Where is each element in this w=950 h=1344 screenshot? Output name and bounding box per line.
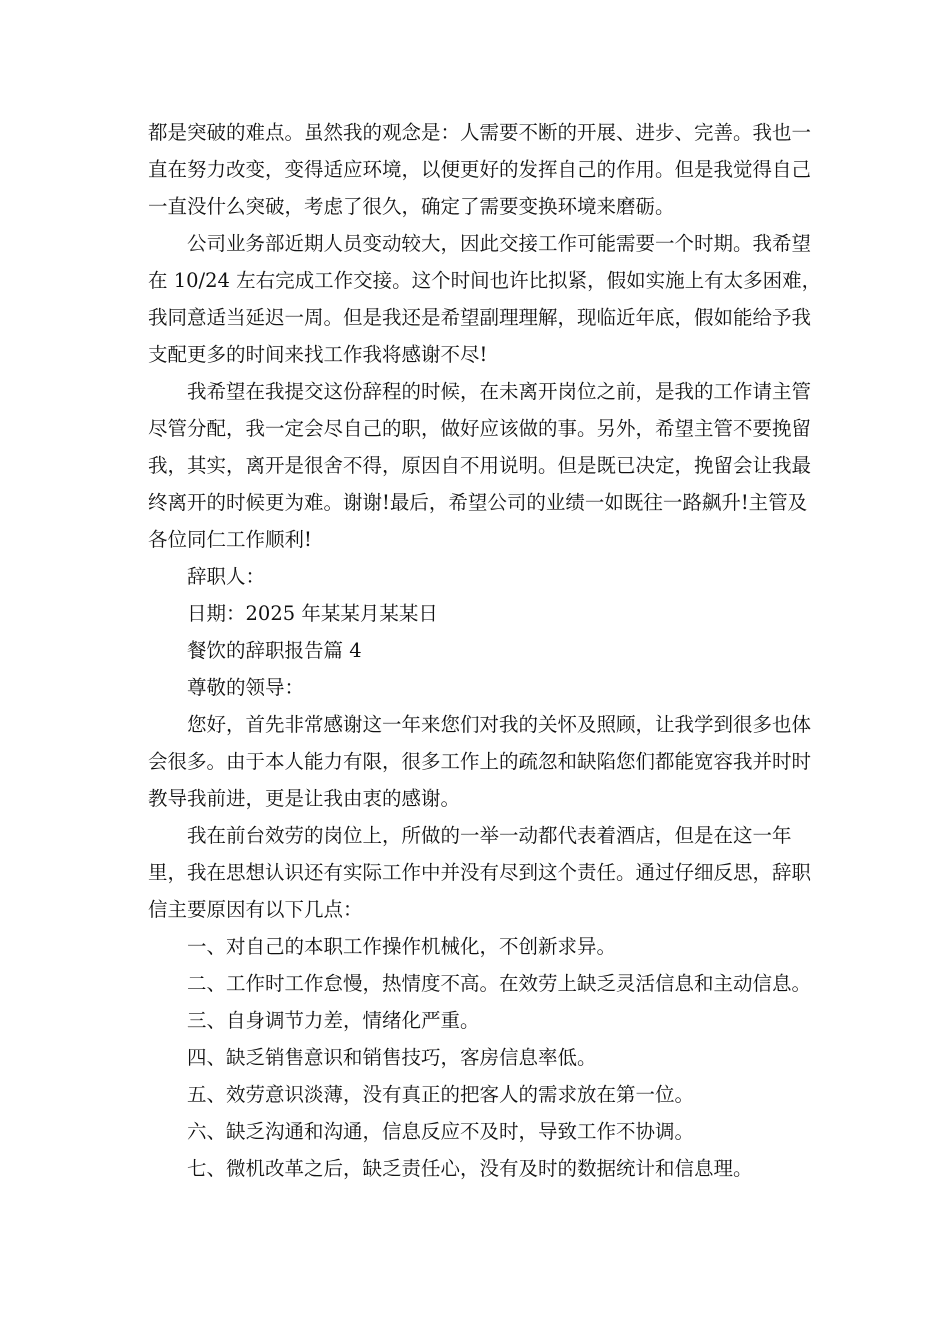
text-line: 七、微机改革之后，缺乏责任心，没有及时的数据统计和信息理。 <box>187 1157 753 1180</box>
date-line <box>148 595 808 632</box>
salutation <box>148 669 808 706</box>
text-line: 我同意适当延迟一周。但是我还是希望副理理解，现临近年底，假如能给予我 <box>148 306 812 329</box>
text-line: 尽管分配，我一定会尽自己的职，做好应该做的事。另外，希望主管不要挽留 <box>148 417 812 440</box>
text-line: 信主要原因有以下几点： <box>148 898 363 921</box>
text-line: 辞职人： <box>187 565 266 588</box>
text-line: 四、缺乏销售意识和销售技巧，客房信息率低。 <box>187 1046 597 1069</box>
text-line: 公司业务部近期人员变动较大，因此交接工作可能需要一个时期。我希望 <box>187 232 812 255</box>
list-item <box>148 928 808 965</box>
section-heading <box>148 632 808 669</box>
text-line: 我，其实，离开是很舍不得，原因自不用说明。但是既已决定，挽留会让我最 <box>148 454 812 477</box>
text-line: 我在前台效劳的岗位上，所做的一举一动都代表着酒店，但是在这一年 <box>187 824 792 847</box>
text-line: 各位同仁工作顺利! <box>148 528 312 551</box>
text-line: 六、缺乏沟通和沟通，信息反应不及时，导致工作不协调。 <box>187 1120 695 1143</box>
text-line: 教导我前进，更是让我由衷的感谢。 <box>148 787 461 810</box>
list-item <box>148 1113 808 1150</box>
list-item <box>148 1076 808 1113</box>
text-line: 终离开的时候更为难。谢谢!最后，希望公司的业绩一如既往一路飙升!主管及 <box>148 491 808 514</box>
text-line: 二、工作时工作怠慢，热情度不高。在效劳上缺乏灵活信息和主动信息。 <box>187 972 812 995</box>
paragraph <box>148 114 812 225</box>
paragraph <box>148 817 812 928</box>
text-line: 都是突破的难点。虽然我的观念是：人需要不断的开展、进步、完善。我也一 <box>148 121 812 144</box>
text-line: 日期：2025 年某某月某某日 <box>187 602 438 625</box>
text-line: 餐饮的辞职报告篇 4 <box>187 639 362 662</box>
text-line: 我希望在我提交这份辞程的时候，在未离开岗位之前，是我的工作请主管 <box>187 380 812 403</box>
text-line: 一、对自己的本职工作操作机械化，不创新求异。 <box>187 935 617 958</box>
text-line: 里，我在思想认识还有实际工作中并没有尽到这个责任。通过仔细反思，辞职 <box>148 861 812 884</box>
text-line: 您好，首先非常感谢这一年来您们对我的关怀及照顾，让我学到很多也体 <box>187 713 812 736</box>
text-line: 尊敬的领导： <box>187 676 305 699</box>
list-item <box>148 965 812 1002</box>
list-item <box>148 1039 808 1076</box>
paragraph <box>148 373 812 558</box>
paragraph <box>148 225 822 373</box>
text-line: 支配更多的时间来找工作我将感谢不尽! <box>148 343 488 366</box>
text-line: 直在努力改变，变得适应环境，以便更好的发挥自己的作用。但是我觉得自己 <box>148 158 812 181</box>
paragraph <box>148 706 812 817</box>
signature-label <box>148 558 808 595</box>
document-page <box>148 114 822 1187</box>
text-line: 在 10/24 左右完成工作交接。这个时间也许比拟紧，假如实施上有太多困难， <box>148 269 822 292</box>
list-item <box>148 1150 808 1187</box>
text-line: 一直没什么突破，考虑了很久，确定了需要变换环境来磨砺。 <box>148 195 675 218</box>
text-line: 会很多。由于本人能力有限，很多工作上的疏忽和缺陷您们都能宽容我并时时 <box>148 750 812 773</box>
list-item <box>148 1002 808 1039</box>
text-line: 三、自身调节力差，情绪化严重。 <box>187 1009 480 1032</box>
text-line: 五、效劳意识淡薄，没有真正的把客人的需求放在第一位。 <box>187 1083 695 1106</box>
